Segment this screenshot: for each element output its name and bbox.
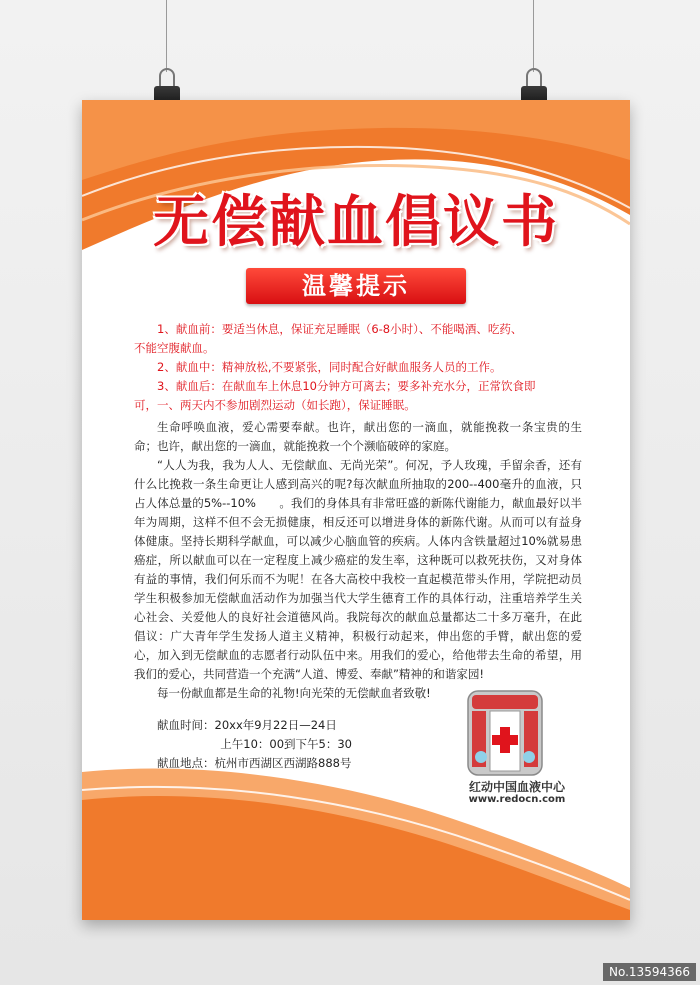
tip-line: 不能空腹献血。 — [134, 341, 215, 355]
event-hours: 上午10：00到下午5：30 — [220, 737, 352, 751]
body-paragraph: 每一份献血都是生命的礼物!向光荣的无偿献血者致敬! — [157, 686, 431, 700]
logo-name: 红动中国血液中心 — [468, 780, 565, 794]
hanging-string-right — [533, 0, 534, 72]
poster-title: 无偿献血倡议书 — [153, 190, 559, 255]
poster — [82, 100, 630, 920]
body-text — [134, 418, 582, 703]
image-number: No.13594366 — [603, 963, 696, 981]
logo-url: www.redocn.com — [468, 794, 566, 805]
tip-line: 2、献血中：精神放松,不要紧张，同时配合好献血服务人员的工作。 — [157, 360, 502, 374]
hanging-string-left — [166, 0, 167, 72]
event-place: 献血地点：杭州市西湖区西湖路888号 — [157, 756, 352, 770]
tip-line: 1、献血前：要适当休息，保证充足睡眠（6-8小时）、不能喝酒、吃药、 — [157, 322, 523, 336]
event-time: 献血时间：20xx年9月22日—24日 — [157, 718, 337, 732]
event-info — [134, 716, 514, 773]
body-paragraph: 生命呼唤血液，爱心需要奉献。也许，献出您的一滴血，就能挽救一条宝贵的生命；也许，献出您的一滴血，就能挽救一个个濒临破碎的家庭。 — [134, 420, 582, 453]
tips-block — [134, 320, 582, 415]
tip-line: 3、献血后：在献血车上休息10分钟方可离去；要多补充水分，正常饮食即 — [157, 379, 536, 393]
tip-label-box: 温馨提示 — [246, 268, 466, 304]
body-paragraph: “人人为我，我为人人、无偿献血、无尚光荣”。何况，予人玫瑰，手留余香，还有什么比挽救一条生命更让人感到高兴的呢?每次献血所抽取的200--400毫升的血液，只占人体总量的5%--10% 。我们的身体具有非常旺盛的新陈代谢能力，献血最好以半年为周期，这样不但不会无损健康，相反还可以增进身体的新陈代谢。从而可以有益身体健康。坚持长期科学献血，可以减少心脑血管的疾病。人体内含铁量超过10%就易患癌症，所以献血可以在一定程度上减少癌症的发生率，这种既可以救死扶伤，又对身体有益的事情，我们何乐而不为呢！在各大高校中我校一直起模范带头作用，学院把动员学生积极参加无偿献血活动作为加强当代大学生德育工作的具体行动，注重培养学生关心社会、关爱他人的良好社会道德风尚。我院每次的献血总量都达二十多万毫升，在此倡议：广大青年学生发扬人道主义精神，积极行动起来，伸出您的手臂，献出您的爱心，加入到无偿献血的志愿者行动队伍中来。用我们的爱心，给他带去生命的希望，用我们的爱心，共同营造一个充满“人道、博爱、奉献”精神的和谐家园! — [134, 458, 582, 681]
tip-line: 可，一、两天内不参加剧烈运动（如长跑），保证睡眠。 — [134, 398, 416, 412]
blood-bus-logo — [466, 687, 544, 779]
